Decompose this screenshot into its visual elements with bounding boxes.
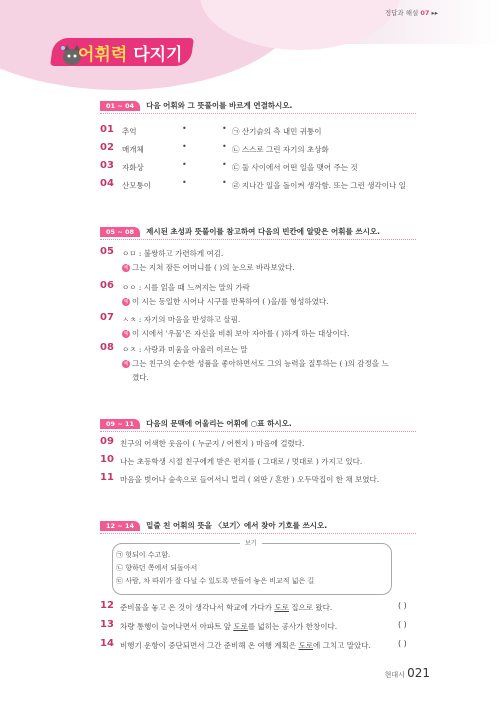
question-12-number: 12 — [100, 600, 114, 611]
question-01-word: 추억 — [122, 127, 137, 136]
question-08-example — [122, 358, 389, 369]
question-11-number: 11 — [100, 472, 114, 483]
question-10-number: 10 — [100, 454, 114, 465]
meaning-a: ㉠ 산기슭의 측 내민 귀퉁이 — [232, 127, 322, 136]
section-4-divider — [100, 533, 416, 534]
section-3-badge: 09 ~ 11 — [100, 419, 140, 429]
underlined-word: 도로 — [233, 622, 248, 631]
match-dot-right[interactable]: • — [222, 178, 227, 187]
question-08-definition: ㅇㅈ : 사랑과 미움을 아울러 이르는 말 — [122, 345, 248, 354]
question-03-number: 03 — [100, 160, 114, 171]
underlined-word: 도로 — [298, 641, 313, 650]
question-09-text[interactable]: 친구의 어색한 웃음이 ( 누군지 / 어쩐지 ) 마음에 걸렸다. — [120, 439, 305, 448]
match-dot-right[interactable]: • — [222, 124, 227, 133]
question-13-number: 13 — [100, 619, 114, 630]
page-title — [78, 40, 182, 65]
question-09-number: 09 — [100, 436, 114, 447]
underlined-word: 도로 — [274, 603, 289, 612]
section-2-badge: 05 ~ 08 — [100, 227, 140, 237]
question-07-number: 07 — [100, 312, 114, 323]
match-dot-left[interactable]: • — [182, 124, 187, 133]
section-1-badge: 01 ~ 04 — [100, 101, 140, 111]
bogi-item-b: ㉡ 향하던 쪽에서 되돌아서 — [116, 564, 198, 572]
match-dot-left[interactable]: • — [182, 178, 187, 187]
question-06-number: 06 — [100, 280, 114, 291]
footer-book: 현대시 — [384, 671, 405, 679]
question-14-text: 비행기 운항이 중단되면서 그간 준비해 온 여행 계획은 도로에 그치고 말았다. — [120, 641, 371, 650]
section-4-heading — [100, 520, 327, 531]
question-05-definition: ㅇㅁ : 불쌍하고 가련하게 여김. — [122, 249, 224, 258]
question-04-word: 산모퉁이 — [122, 181, 151, 190]
question-02-word: 매개체 — [122, 145, 144, 154]
section-2-heading — [100, 226, 380, 237]
question-07-definition: ㅅㅊ : 자기의 마음을 반성하고 살핌. — [122, 315, 241, 324]
example-icon: 예 — [123, 265, 129, 271]
running-head-label: 정답과 해설 — [384, 9, 419, 17]
question-02-number: 02 — [100, 142, 114, 153]
question-06-definition: ㅇㅇ : 시를 읽을 때 느껴지는 말의 가락 — [122, 283, 250, 292]
question-08-example-text: 그는 친구의 순수한 성품을 좋아하면서도 그의 능력을 질투하는 ( )의 감정을 느 — [132, 359, 389, 368]
answer-blank[interactable]: ( ) — [398, 639, 407, 648]
section-1-instruction: 다음 어휘와 그 뜻풀이를 바르게 연결하시오. — [146, 101, 293, 110]
question-10-text[interactable]: 나는 초등학생 시절 친구에게 받은 편지를 ( 그대로 / 멋대로 ) 가지고 있다. — [120, 457, 363, 466]
section-3-heading — [100, 418, 292, 429]
question-08-example-cont: 꼈다. — [132, 373, 149, 382]
section-2-instruction: 제시된 초성과 뜻풀이를 참고하여 다음의 빈칸에 알맞은 어휘를 쓰시오. — [146, 227, 380, 236]
question-06-example — [122, 296, 328, 307]
example-icon: 예 — [123, 361, 129, 367]
question-03-word: 자화상 — [122, 163, 144, 172]
section-3-divider — [100, 431, 416, 432]
section-3-instruction: 다음의 문맥에 어울리는 어휘에 ○표 하시오. — [146, 419, 292, 428]
section-1-heading — [100, 100, 292, 111]
answer-blank[interactable]: ( ) — [398, 620, 407, 629]
bogi-label: 보기 — [240, 538, 262, 547]
section-4-instruction: 밑줄 친 어휘의 뜻을 〈보기〉에서 찾아 기호를 쓰시오. — [146, 521, 328, 530]
meaning-d: ㉣ 지나간 일을 돌이켜 생각함. 또는 그런 생각이나 일 — [232, 181, 406, 190]
example-icon: 예 — [123, 299, 129, 305]
meaning-c: ㉢ 둘 사이에서 어떤 일을 맺어 주는 것 — [232, 163, 358, 172]
question-05-example-text: 그는 지쳐 잠든 어머니를 ( )의 눈으로 바라보았다. — [132, 263, 295, 272]
question-01-number: 01 — [100, 124, 114, 135]
question-08-number: 08 — [100, 342, 114, 353]
section-2-divider — [100, 239, 416, 240]
question-05-number: 05 — [100, 246, 114, 257]
question-06-example-text: 이 시는 동일한 시어나 시구를 반복하여 ( )을/를 형성하였다. — [132, 297, 329, 306]
bogi-item-a: ㉠ 헛되이 수고함. — [116, 551, 171, 559]
running-head-page: 07 — [420, 9, 430, 17]
page-footer — [385, 666, 430, 680]
question-11-text[interactable]: 마음을 벗어나 숲속으로 들어서니 멀리 ( 외딴 / 흔한 ) 오두막집이 한 채 보였다. — [120, 475, 380, 484]
match-dot-right[interactable]: • — [222, 160, 227, 169]
question-13-text: 차량 통행이 늘어나면서 아파트 앞 도로를 넓히는 공사가 한창이다. — [120, 622, 338, 631]
answer-blank[interactable]: ( ) — [398, 601, 407, 610]
match-dot-right[interactable]: • — [222, 142, 227, 151]
question-05-example — [122, 262, 295, 273]
section-4-badge: 12 ~ 14 — [100, 521, 140, 531]
page-title-rest: 다지기 — [127, 45, 183, 65]
footer-page: 021 — [407, 666, 430, 680]
match-dot-left[interactable]: • — [182, 142, 187, 151]
section-1-divider — [100, 113, 416, 114]
running-head: 정답과 해설 07 ▸▸ — [384, 9, 438, 17]
question-14-number: 14 — [100, 638, 114, 649]
page-title-accent: 어휘력 — [78, 45, 128, 65]
bogi-item-c: ㉢ 사람, 차 따위가 잘 다닐 수 있도록 만들어 놓은 비교적 넓은 길 — [116, 577, 315, 585]
question-12-text: 준비물을 놓고 온 것이 생각나서 학교에 가다가 도로 집으로 왔다. — [120, 603, 333, 612]
question-07-example — [122, 328, 349, 339]
meaning-b: ㉡ 스스로 그린 자기의 초상화 — [232, 145, 329, 154]
example-icon: 예 — [123, 331, 129, 337]
match-dot-left[interactable]: • — [182, 160, 187, 169]
question-07-example-text: 이 시에서 '우물'은 자신을 비춰 보아 자아를 ( )하게 하는 대상이다. — [132, 329, 350, 338]
question-04-number: 04 — [100, 178, 114, 189]
